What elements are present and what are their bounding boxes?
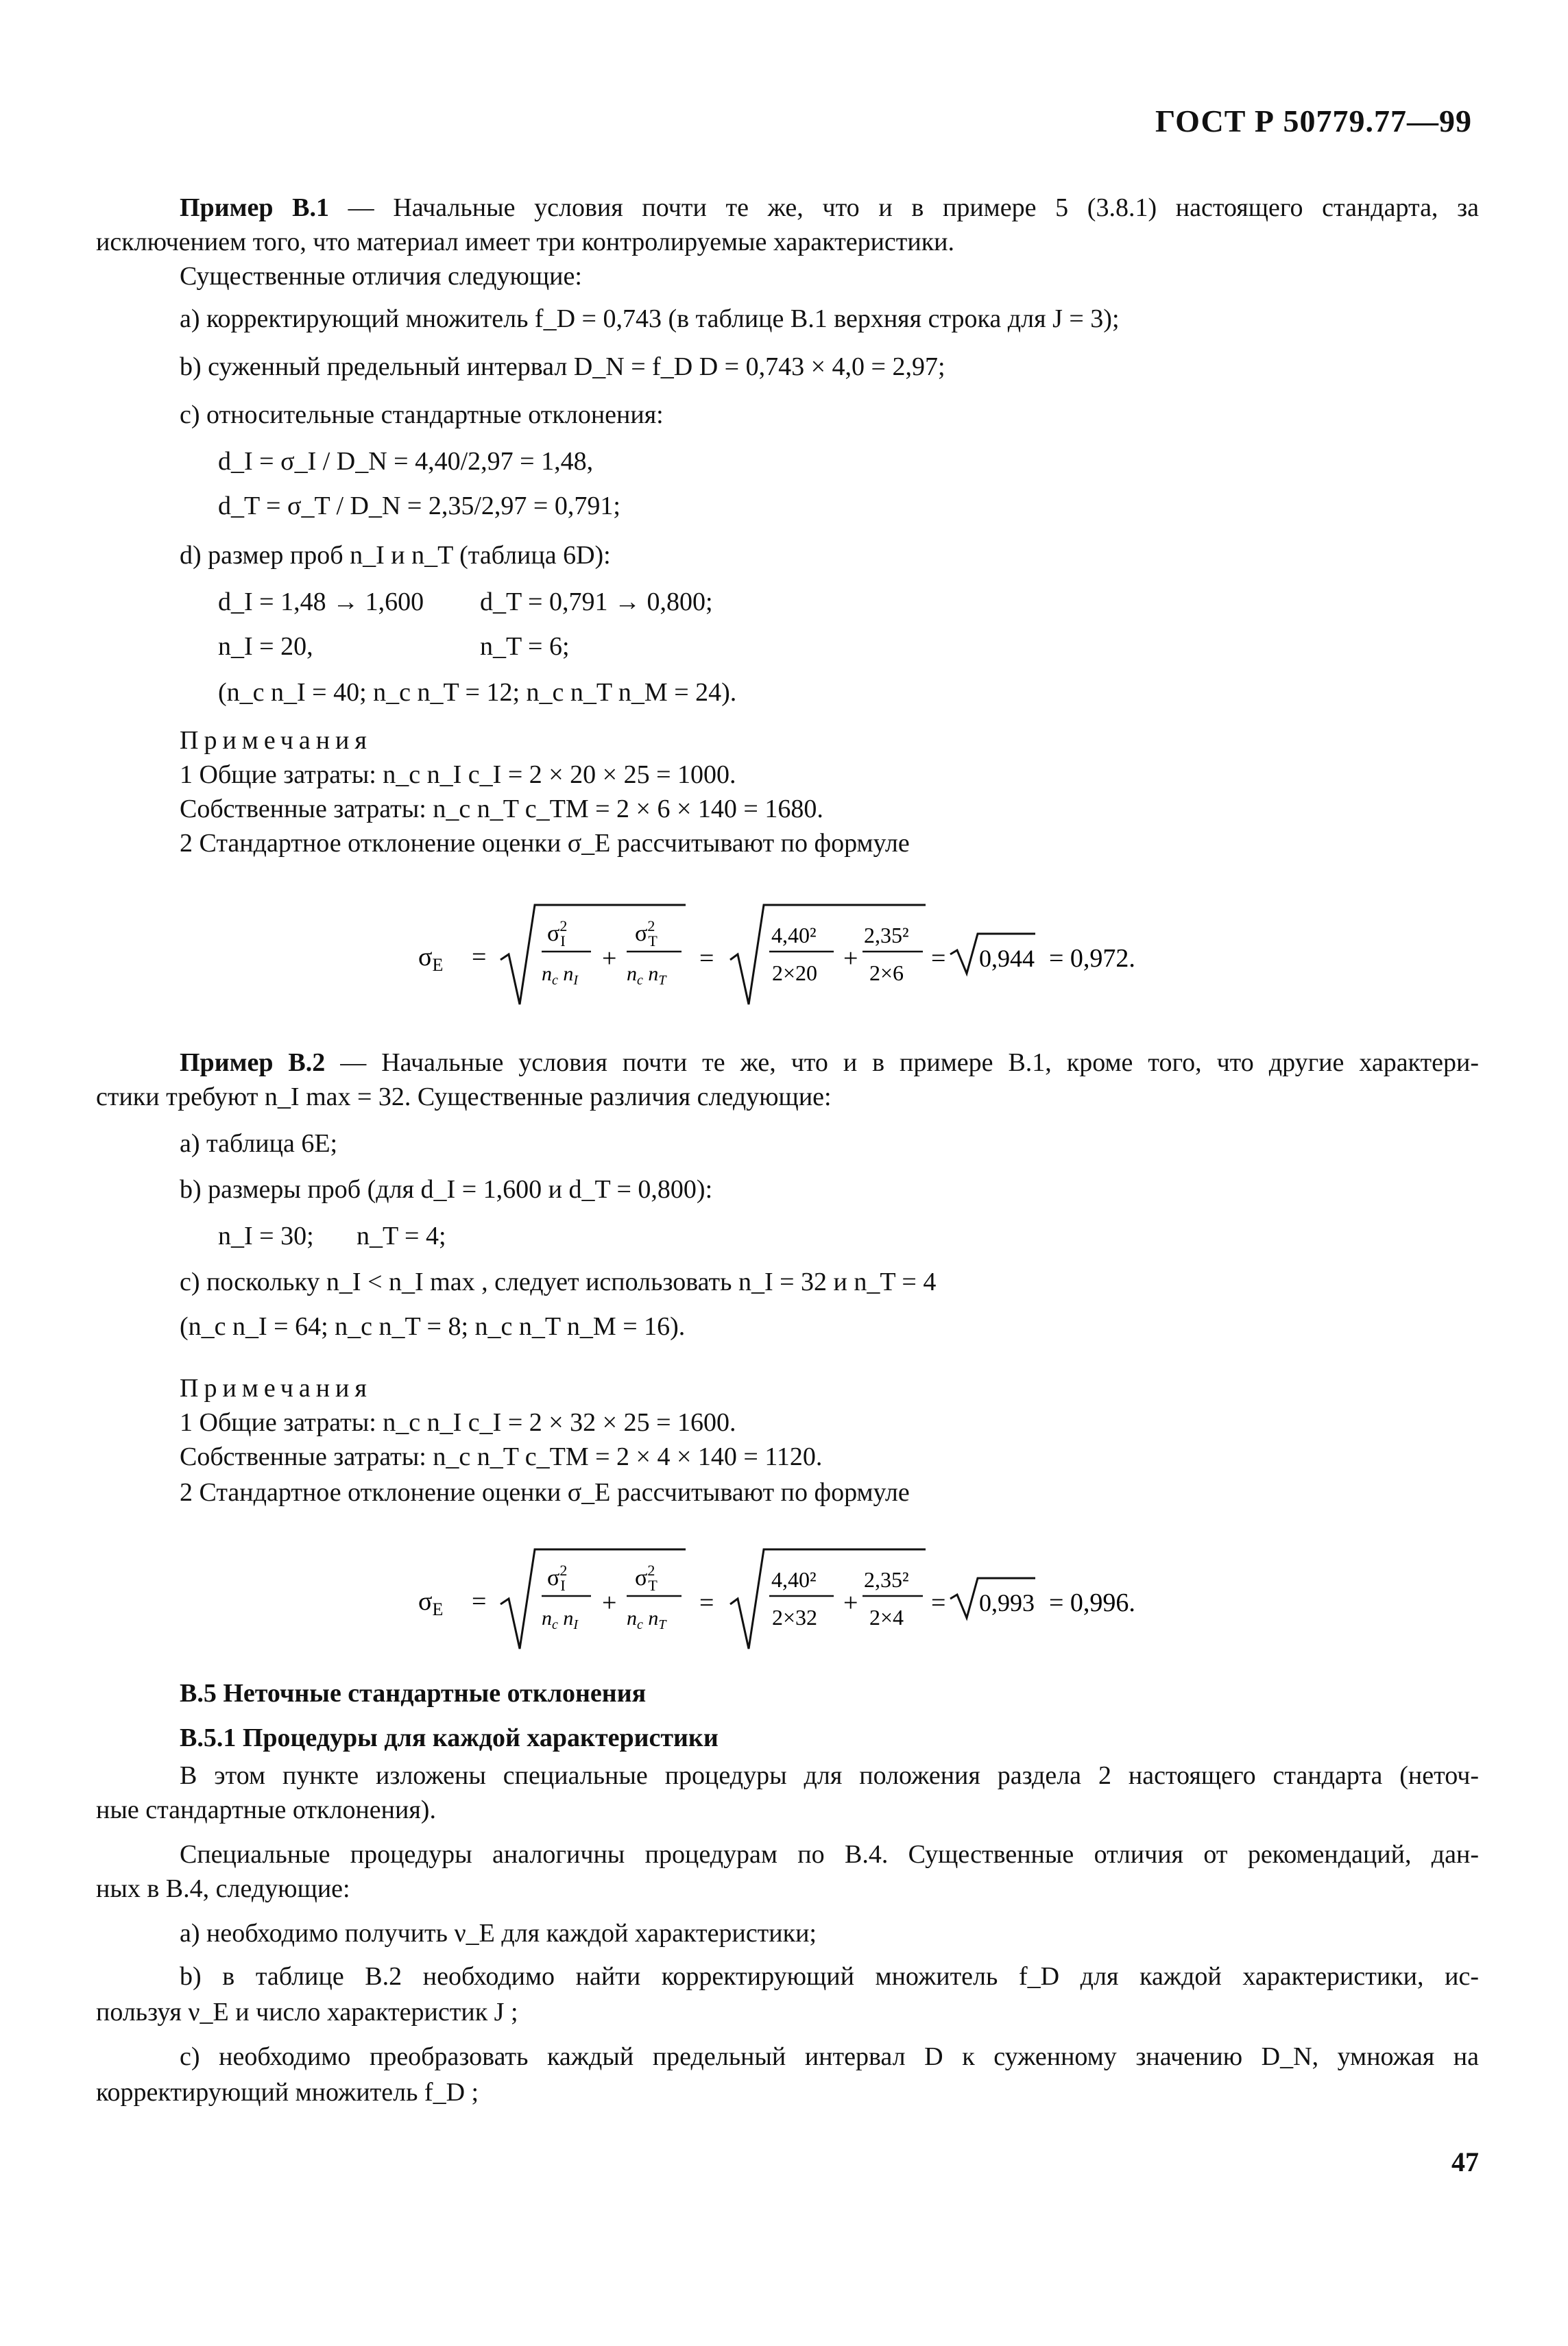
ex1-item-d1a: d_I = 1,48 → 1,600 bbox=[218, 588, 424, 616]
svg-text:nc nT: $n_c$ $n_T$ bbox=[627, 963, 666, 988]
b5-item-b-line1: b) в таблице В.2 необходимо найти корректирующий множитель f_D для каждой характеристики, ис- bbox=[180, 1962, 1479, 1991]
ex2-formula bbox=[418, 1536, 1186, 1659]
svg-text:σ2I: $\sigma^2$ I bbox=[547, 917, 568, 950]
formula-lhs: $\sigma_E$ bbox=[418, 943, 444, 975]
svg-text:nc nT: $n_c$ $n_T$ bbox=[627, 1607, 666, 1632]
ex1-formula bbox=[418, 891, 1186, 1015]
ex1-num1: 4,40² bbox=[771, 923, 817, 947]
ex1-label: Пример В.1 bbox=[180, 193, 329, 222]
ex2-note2: 2 Стандартное отклонение оценки σ_E рассчитывают по формуле bbox=[180, 1478, 910, 1507]
ex2-num1: 4,40² bbox=[771, 1567, 817, 1592]
ex1-intro-line1 bbox=[180, 191, 1479, 225]
svg-text:=: = bbox=[699, 1588, 714, 1617]
section-b5-title: В.5 Неточные стандартные отклонения bbox=[180, 1679, 647, 1708]
ex2-result: = 0,996. bbox=[1049, 1588, 1135, 1617]
ex1-intro-line2: исключением того, что материал имеет три контролируемые характеристики. bbox=[96, 228, 955, 256]
svg-text:=: = bbox=[931, 1588, 946, 1617]
ex1-root: 0,944 bbox=[979, 945, 1035, 972]
svg-text:+: + bbox=[843, 944, 858, 973]
svg-text:=: = bbox=[699, 944, 714, 973]
svg-text:=: = bbox=[931, 944, 946, 973]
ex2-den2: 2×4 bbox=[869, 1605, 904, 1630]
ex1-item-c1: d_I = σ_I / D_N = 4,40/2,97 = 1,48, bbox=[218, 447, 594, 476]
b5-item-a: а) необходимо получить ν_E для каждой характеристики; bbox=[180, 1919, 817, 1948]
document-header: ГОСТ Р 50779.77—99 bbox=[1155, 104, 1472, 138]
ex1-diff-title: Существенные отличия следующие: bbox=[180, 262, 582, 291]
b5-item-c-line2: корректирующий множитель f_D ; bbox=[96, 2078, 479, 2107]
ex1-item-b: b) суженный предельный интервал D_N = f_D D = 0,743 × 4,0 = 2,97; bbox=[180, 352, 945, 381]
ex2-item-b1b: n_T = 4; bbox=[357, 1222, 446, 1250]
ex1-intro-rest: — Начальные условия почти те же, что и в примере 5 (3.8.1) настоящего стандарта, за bbox=[329, 193, 1479, 222]
ex2-num2: 2,35² bbox=[864, 1567, 909, 1592]
ex1-item-c2: d_T = σ_T / D_N = 2,35/2,97 = 0,791; bbox=[218, 492, 620, 520]
ex2-item-b: b) размеры проб (для d_I = 1,600 и d_T = 0,800): bbox=[180, 1175, 713, 1204]
ex1-item-c: с) относительные стандартные отклонения: bbox=[180, 400, 664, 429]
ex2-root: 0,993 bbox=[979, 1589, 1035, 1617]
ex1-item-d: d) размер проб n_I и n_T (таблица 6D): bbox=[180, 541, 611, 570]
svg-text:σ2I: $\sigma^2$ I bbox=[547, 1562, 568, 1594]
svg-text:=: = bbox=[472, 943, 487, 971]
ex2-note1b: Собственные затраты: n_c n_T c_TM = 2 × 4 × 140 = 1120. bbox=[180, 1442, 823, 1471]
svg-text:σ2T: $\sigma^2$ T bbox=[635, 1562, 658, 1594]
ex2-label: Пример В.2 bbox=[180, 1048, 326, 1077]
ex1-note1: 1 Общие затраты: n_c n_I c_I = 2 × 20 × 25 = 1000. bbox=[180, 760, 736, 789]
svg-text:=: = bbox=[472, 1587, 487, 1616]
ex2-notes-title: Примечания bbox=[180, 1374, 372, 1403]
ex2-den1: 2×32 bbox=[772, 1605, 818, 1630]
ex2-intro-line1 bbox=[180, 1045, 1479, 1080]
ex1-den2: 2×6 bbox=[869, 960, 904, 985]
b5-item-b-line2: пользуя ν_E и число характеристик J ; bbox=[96, 1998, 518, 2027]
ex2-item-c2: (n_c n_I = 64; n_c n_T = 8; n_c n_T n_M = 16). bbox=[180, 1312, 686, 1341]
svg-text:+: + bbox=[602, 944, 617, 973]
ex1-num2: 2,35² bbox=[864, 923, 909, 947]
ex1-item-d2b: n_T = 6; bbox=[480, 632, 570, 661]
ex1-item-d2a: n_I = 20, bbox=[218, 632, 313, 661]
page-number: 47 bbox=[1451, 2147, 1479, 2177]
ex1-item-a: а) корректирующий множитель f_D = 0,743 (в таблице В.1 верхняя строка для J = 3); bbox=[180, 304, 1120, 333]
svg-text:+: + bbox=[602, 1588, 617, 1617]
ex2-note1: 1 Общие затраты: n_c n_I c_I = 2 × 32 × 25 = 1600. bbox=[180, 1408, 736, 1437]
ex1-item-d3: (n_c n_I = 40; n_c n_T = 12; n_c n_T n_M = 24). bbox=[218, 678, 737, 707]
ex1-notes-title: Примечания bbox=[180, 726, 372, 755]
b5-p1-line2: ные стандартные отклонения). bbox=[96, 1795, 436, 1824]
ex2-intro-line2: стики требуют n_I max = 32. Существенные различия следующие: bbox=[96, 1083, 832, 1111]
ex2-item-b1a: n_I = 30; bbox=[218, 1222, 314, 1250]
section-b51-title: В.5.1 Процедуры для каждой характеристики bbox=[180, 1724, 719, 1752]
ex1-den1: 2×20 bbox=[772, 960, 818, 985]
ex1-result: = 0,972. bbox=[1049, 944, 1135, 973]
svg-text:σ2T: $\sigma^2$ T bbox=[635, 917, 658, 950]
svg-text:σE: $\sigma_E$ bbox=[418, 1587, 444, 1619]
ex1-item-d1b: d_T = 0,791 → 0,800; bbox=[480, 588, 713, 616]
ex2-item-a: а) таблица 6Е; bbox=[180, 1129, 338, 1158]
b5-p2-line2: ных в В.4, следующие: bbox=[96, 1874, 350, 1903]
svg-text:nc nI: $n_c$ $n_I$ bbox=[542, 963, 579, 988]
b5-p2-line1: Специальные процедуры аналогичны процедурам по В.4. Существенные отличия от рекомендаций, дан- bbox=[180, 1840, 1479, 1869]
svg-text:+: + bbox=[843, 1588, 858, 1617]
b5-p1-line1: В этом пункте изложены специальные процедуры для положения раздела 2 настоящего стандарта (неточ- bbox=[180, 1761, 1479, 1790]
svg-text:nc nI: $n_c$ $n_I$ bbox=[542, 1607, 579, 1632]
ex2-intro-rest: — Начальные условия почти те же, что и в примере В.1, кроме того, что другие характери- bbox=[325, 1048, 1479, 1077]
ex1-note1b: Собственные затраты: n_c n_T c_TM = 2 × 6 × 140 = 1680. bbox=[180, 795, 823, 823]
ex2-item-c: с) поскольку n_I < n_I max , следует использовать n_I = 32 и n_T = 4 bbox=[180, 1268, 937, 1296]
ex1-note2: 2 Стандартное отклонение оценки σ_E рассчитывают по формуле bbox=[180, 829, 910, 858]
b5-item-c-line1: с) необходимо преобразовать каждый предельный интервал D к суженному значению D_N, умножая на bbox=[180, 2042, 1479, 2071]
